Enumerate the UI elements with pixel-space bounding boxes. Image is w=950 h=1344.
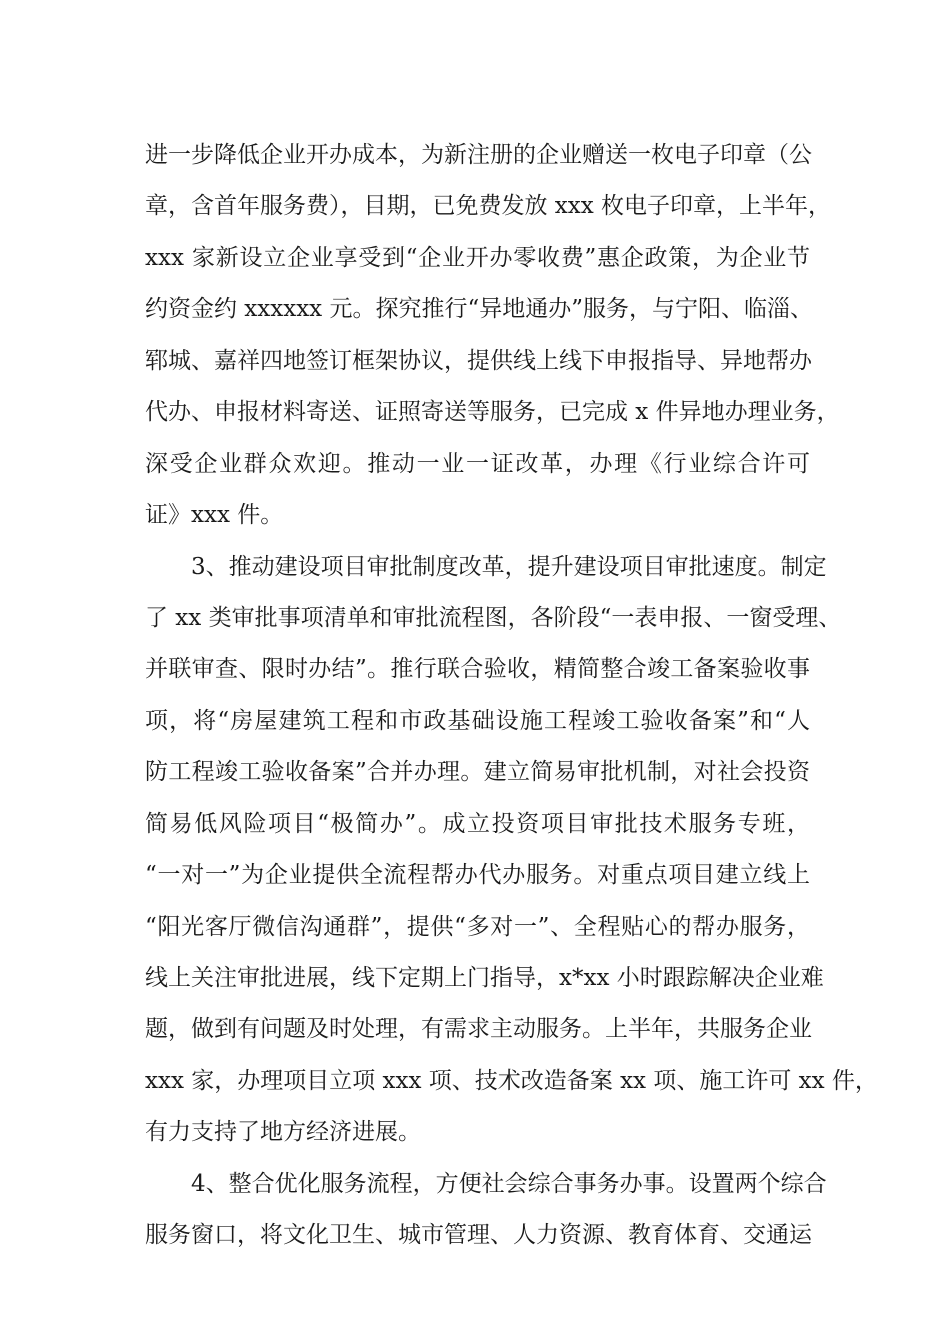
paragraph-4-first-line: 4、整合优化服务流程，方便社会综合事务办事。设置两个综合 — [191, 1170, 827, 1197]
text-line-last: 证》xxx 件。 — [145, 502, 284, 529]
text-line: xxx 家，办理项目立项 xxx 项、技术改造备案 xx 项、施工许可 xx 件， — [145, 1067, 878, 1094]
text-line: 章，含首年服务费），目期，已免费发放 xxx 枚电子印章，上半年， — [145, 193, 832, 220]
text-line: 约资金约 xxxxxx 元。探究推行“异地通办”服务，与宁阳、临淄、 — [145, 296, 813, 323]
text-line: 防工程竣工验收备案”合并办理。建立简易审批机制，对社会投资 — [145, 759, 810, 786]
text-line: 简易低风险项目“极简办”。成立投资项目审批技术服务专班， — [145, 810, 810, 837]
text-line: 题，做到有问题及时处理，有需求主动服务。上半年，共服务企业 — [145, 1016, 812, 1043]
text-line: 了 xx 类审批事项清单和审批流程图，各阶段“一表申报、一窗受理、 — [145, 604, 842, 631]
text-line: “阳光客厅微信沟通群”，提供“多对一”、全程贴心的帮办服务， — [145, 913, 810, 940]
text-line: 项，将“房屋建筑工程和市政基础设施工程竣工验收备案”和“人 — [145, 707, 810, 734]
text-line: 郓城、嘉祥四地签订框架协议，提供线上线下申报指导、异地帮办 — [145, 347, 812, 374]
body-text — [145, 130, 878, 1262]
text-line-last: 有力支持了地方经济进展。 — [145, 1119, 421, 1146]
text-line: 并联审查、限时办结”。推行联合验收，精简整合竣工备案验收事 — [145, 656, 810, 683]
text-line: 服务窗口，将文化卫生、城市管理、人力资源、教育体育、交通运 — [145, 1222, 812, 1249]
text-line: 进一步降低企业开办成本，为新注册的企业赠送一枚电子印章（公 — [145, 142, 812, 168]
text-line: 线上关注审批进展，线下定期上门指导，x*xx 小时跟踪解决企业难 — [145, 965, 824, 991]
paragraph-3-first-line: 3、推动建设项目审批制度改革，提升建设项目审批速度。制定 — [191, 553, 827, 580]
text-line: “一对一”为企业提供全流程帮办代办服务。对重点项目建立线上 — [145, 862, 810, 889]
text-line: xxx 家新设立企业享受到“企业开办零收费”惠企政策，为企业节 — [145, 244, 810, 271]
text-line: 代办、申报材料寄送、证照寄送等服务，已完成 x 件异地办理业务， — [145, 399, 840, 426]
text-line: 深受企业群众欢迎。推动一业一证改革，办理《行业综合许可 — [145, 450, 810, 477]
